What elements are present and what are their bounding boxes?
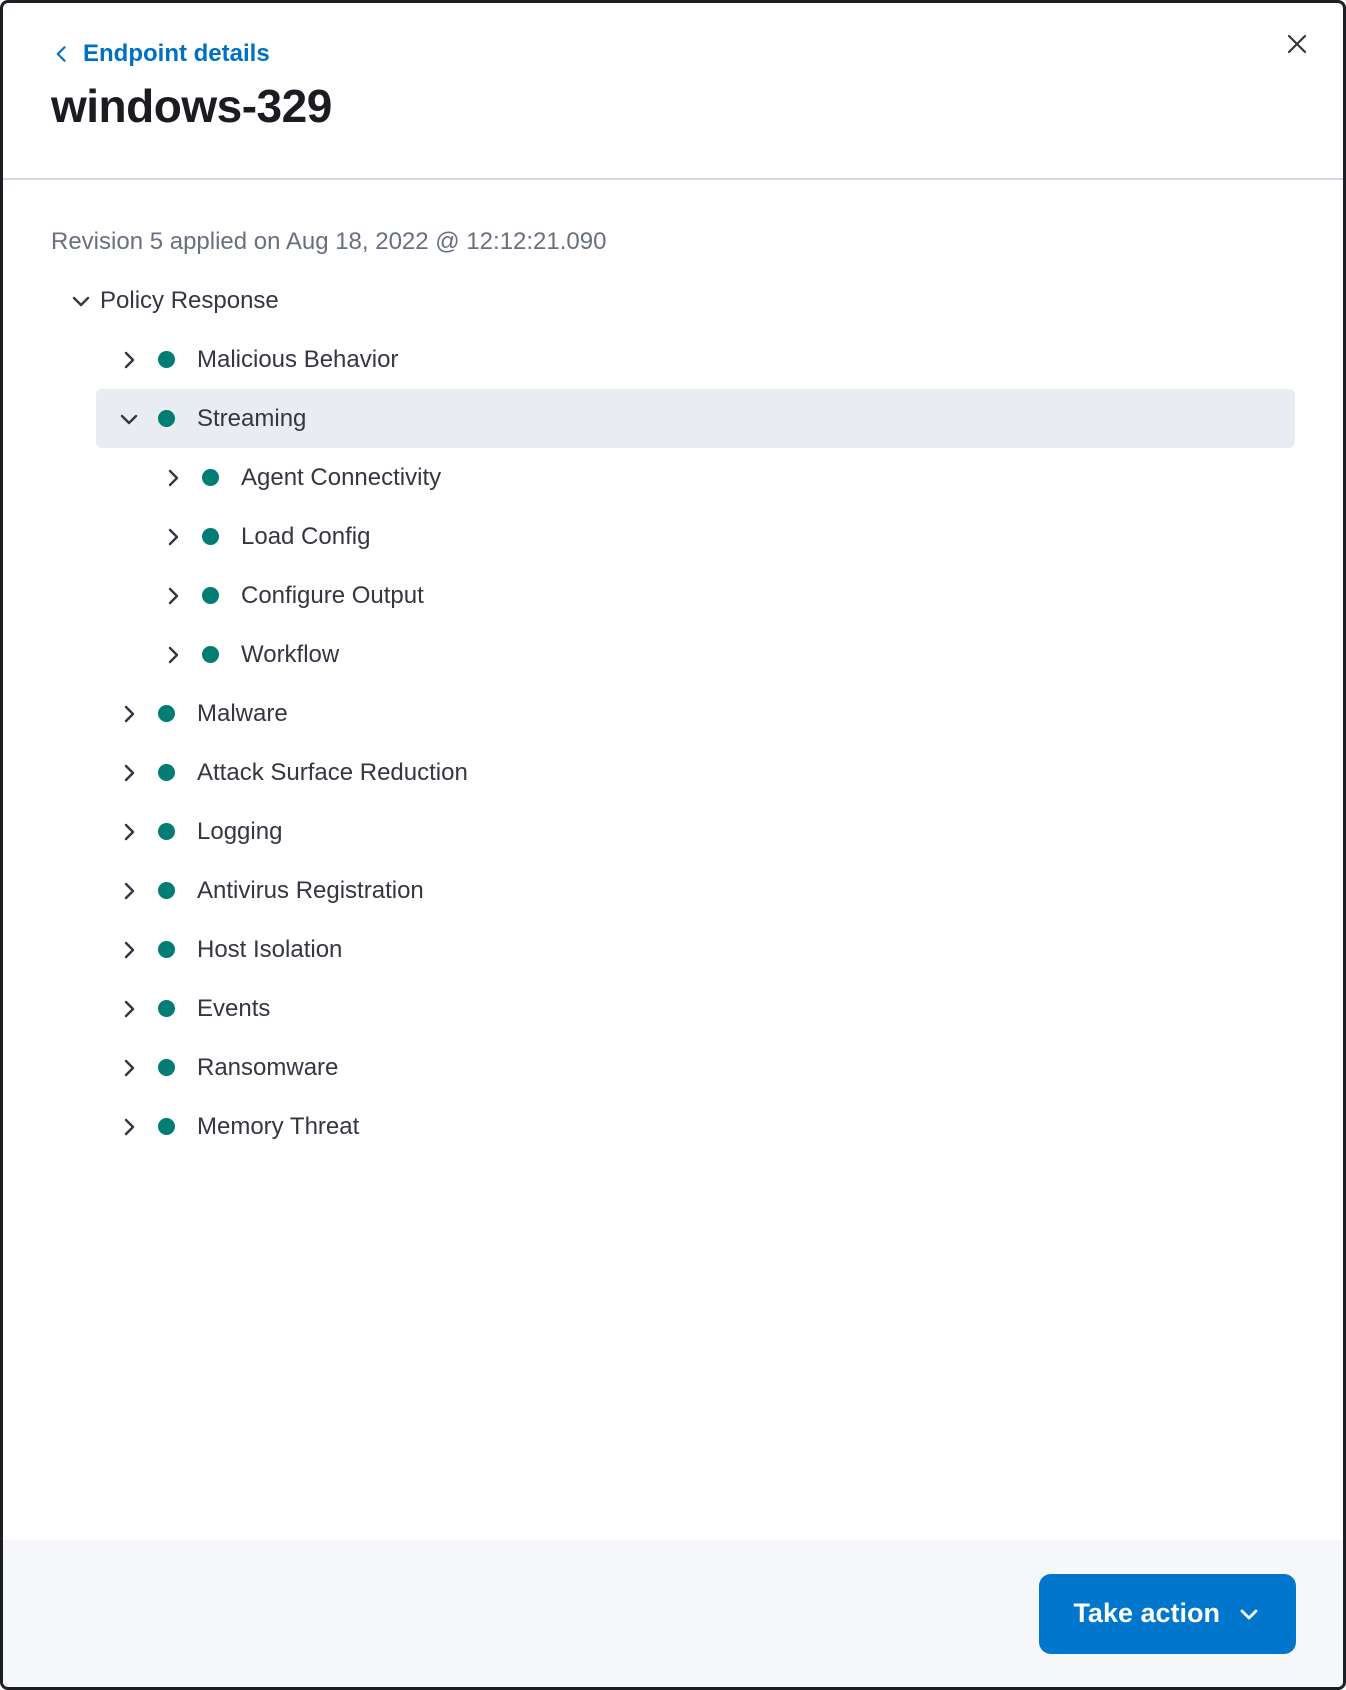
status-dot-icon [202, 469, 219, 486]
take-action-button[interactable] [1039, 1574, 1296, 1654]
chevron-right-icon[interactable] [116, 760, 142, 786]
chevron-down-icon[interactable] [68, 288, 94, 314]
back-to-endpoint-details-link[interactable] [51, 39, 270, 69]
tree-item-events[interactable] [96, 979, 1295, 1038]
flyout-footer [3, 1540, 1343, 1687]
page-title: windows-329 [51, 80, 332, 132]
status-dot-icon [158, 941, 175, 958]
tree-item-configure-output[interactable] [96, 566, 1295, 625]
status-dot-icon [158, 1059, 175, 1076]
status-dot-icon [158, 705, 175, 722]
tree-item-label: Antivirus Registration [197, 876, 424, 904]
tree-item-malware[interactable] [96, 684, 1295, 743]
status-dot-icon [158, 1118, 175, 1135]
status-dot-icon [158, 882, 175, 899]
tree-item-label: Policy Response [100, 286, 279, 314]
tree-item-label: Configure Output [241, 581, 424, 609]
status-dot-icon [158, 823, 175, 840]
status-dot-icon [202, 587, 219, 604]
tree-item-malicious-behavior[interactable] [96, 330, 1295, 389]
tree-item-load-config[interactable] [96, 507, 1295, 566]
revision-applied-text: Revision 5 applied on Aug 18, 2022 @ 12:12:21.090 [51, 228, 607, 255]
status-dot-icon [202, 646, 219, 663]
chevron-left-icon [51, 43, 73, 65]
tree-item-memory-threat[interactable] [96, 1097, 1295, 1156]
status-dot-icon [202, 528, 219, 545]
tree-item-label: Workflow [241, 640, 340, 668]
chevron-right-icon[interactable] [160, 524, 186, 550]
status-dot-icon [158, 764, 175, 781]
chevron-down-icon[interactable] [116, 406, 142, 432]
chevron-right-icon[interactable] [116, 937, 142, 963]
close-icon [1284, 31, 1310, 60]
chevron-right-icon[interactable] [160, 465, 186, 491]
take-action-label: Take action [1073, 1598, 1220, 1628]
tree-item-streaming[interactable] [96, 389, 1295, 448]
policy-response-tree [51, 271, 1295, 1156]
tree-item-label: Host Isolation [197, 935, 343, 963]
tree-item-ransomware[interactable] [96, 1038, 1295, 1097]
tree-item-label: Logging [197, 817, 283, 845]
tree-item-policy-response[interactable] [51, 271, 1295, 330]
close-button[interactable] [1279, 27, 1315, 63]
tree-item-label: Agent Connectivity [241, 463, 442, 491]
flyout-header [3, 3, 1343, 134]
status-dot-icon [158, 410, 175, 427]
tree-item-workflow[interactable] [96, 625, 1295, 684]
tree-item-label: Streaming [197, 404, 307, 432]
back-link-label: Endpoint details [83, 40, 270, 67]
status-dot-icon [158, 351, 175, 368]
tree-item-antivirus-registration[interactable] [96, 861, 1295, 920]
status-dot-icon [158, 1000, 175, 1017]
tree-item-label: Attack Surface Reduction [197, 758, 468, 786]
chevron-right-icon[interactable] [116, 996, 142, 1022]
chevron-right-icon[interactable] [116, 1055, 142, 1081]
tree-item-label: Malicious Behavior [197, 345, 399, 373]
chevron-right-icon[interactable] [116, 701, 142, 727]
flyout-body [3, 180, 1343, 1540]
chevron-right-icon[interactable] [116, 347, 142, 373]
tree-item-label: Load Config [241, 522, 371, 550]
tree-item-attack-surface-reduction[interactable] [96, 743, 1295, 802]
tree-item-host-isolation[interactable] [96, 920, 1295, 979]
tree-item-logging[interactable] [96, 802, 1295, 861]
chevron-right-icon[interactable] [160, 642, 186, 668]
tree-item-label: Events [197, 994, 271, 1022]
chevron-right-icon[interactable] [116, 819, 142, 845]
tree-item-label: Memory Threat [197, 1112, 360, 1140]
chevron-right-icon[interactable] [160, 583, 186, 609]
chevron-right-icon[interactable] [116, 878, 142, 904]
chevron-down-icon [1236, 1601, 1262, 1627]
tree-item-label: Malware [197, 699, 288, 727]
tree-item-label: Ransomware [197, 1053, 339, 1081]
tree-item-agent-connectivity[interactable] [96, 448, 1295, 507]
chevron-right-icon[interactable] [116, 1114, 142, 1140]
